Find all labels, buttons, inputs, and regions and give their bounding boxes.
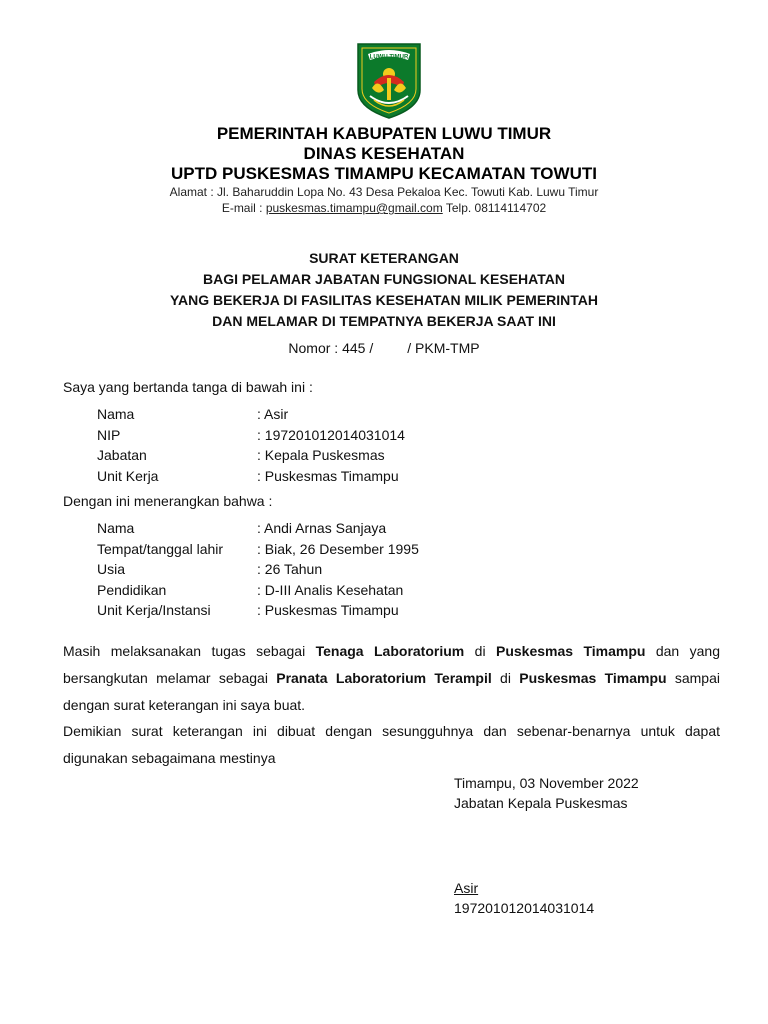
applied-position: Pranata Laboratorium Terampil [276,670,492,686]
field-value: : Kepala Puskesmas [257,447,385,463]
subject-intro: Dengan ini menerangkan bahwa : [63,493,273,509]
applied-workplace: Puskesmas Timampu [519,670,667,686]
subject-row [97,518,419,539]
header-government: PEMERINTAH KABUPATEN LUWU TIMUR [216,124,552,143]
email-label: E-mail : [221,201,263,215]
field-value: : 197201012014031014 [257,426,405,443]
field-value: : Puskesmas Timampu [257,602,399,618]
header-contact [0,201,768,215]
field-label: Unit Kerja/Instansi [97,602,211,618]
signature-position: Jabatan Kepala Puskesmas [454,795,628,811]
field-label: Tempat/tanggal lahir [97,540,224,557]
signature-name: Asir [454,880,479,896]
emblem-shield-icon [354,38,424,120]
header-unit: UPTD PUSKESMAS TIMAMPU KECAMATAN TOWUTI [171,164,597,183]
signer-details [97,404,405,486]
letter-subtitle-3: DAN MELAMAR DI TEMPATNYA BEKERJA SAAT INI [212,313,556,329]
email-link[interactable]: puskesmas.timampu@gmail.com [265,201,443,215]
phone-text: Telp. 08114114702 [445,201,547,215]
signature-nip: 197201012014031014 [454,900,595,916]
signature-place-date: Timampu, 03 November 2022 [454,775,639,791]
subject-row [97,559,419,580]
field-value: : Andi Arnas Sanjaya [257,520,387,536]
header-address: Alamat : Jl. Baharuddin Lopa No. 43 Desa Pekaloa Kec. Towuti Kab. Luwu Timur [169,185,599,199]
field-label: Pendidikan [97,581,167,598]
nomor-right: / PKM-TMP [407,340,480,356]
field-label: Unit Kerja [97,467,159,484]
field-value: : 26 Tahun [257,561,323,577]
body-paragraph-2: Demikian surat keterangan ini dibuat dengan sesungguhnya dan sebenar-benarnya untuk dapat digunakan sebagaimana mestinya [63,723,720,766]
body-text: Masih melaksanakan tugas sebagai [63,643,316,659]
letter-subtitle-2: YANG BEKERJA DI FASILITAS KESEHATAN MILIK PEMERINTAH [169,292,599,308]
subject-details [97,518,419,621]
body-text: di [491,670,520,686]
subject-row [97,600,419,621]
field-value: : Biak, 26 Desember 1995 [257,540,419,557]
luwu-timur-emblem [354,38,424,120]
subject-row [97,539,419,560]
field-label: Nama [97,406,135,422]
emblem-text: LUWU TIMUR [369,54,409,61]
body-text: dan yang bersangkutan melamar sebagai [63,643,720,686]
field-value: : Asir [257,406,289,422]
signer-row [97,404,405,425]
header-department: DINAS KESEHATAN [303,144,465,163]
nomor-left: Nomor : 445 / [288,340,374,356]
field-label: Jabatan [97,447,147,463]
field-label: Nama [97,520,135,536]
signature-header [454,773,639,813]
body-paragraph-1 [63,638,720,719]
body-text: di [464,643,496,659]
letter-number [0,339,768,357]
signer-row [97,466,405,487]
signer-row [97,425,405,446]
current-position: Tenaga Laboratorium [315,643,465,659]
field-label: NIP [97,426,121,443]
subject-row [97,580,419,601]
signature-block [454,878,594,918]
field-value: : D-III Analis Kesehatan [257,581,404,598]
signer-intro: Saya yang bertanda tanga di bawah ini : [63,379,313,395]
field-label: Usia [97,561,126,577]
signer-row [97,445,405,466]
field-value: : Puskesmas Timampu [257,467,399,484]
body-text: sampai dengan surat keterangan ini saya buat. [63,670,720,713]
letter-subtitle-1: BAGI PELAMAR JABATAN FUNGSIONAL KESEHATAN [203,271,565,287]
letter-title: SURAT KETERANGAN [309,250,459,266]
current-workplace: Puskesmas Timampu [495,643,646,659]
